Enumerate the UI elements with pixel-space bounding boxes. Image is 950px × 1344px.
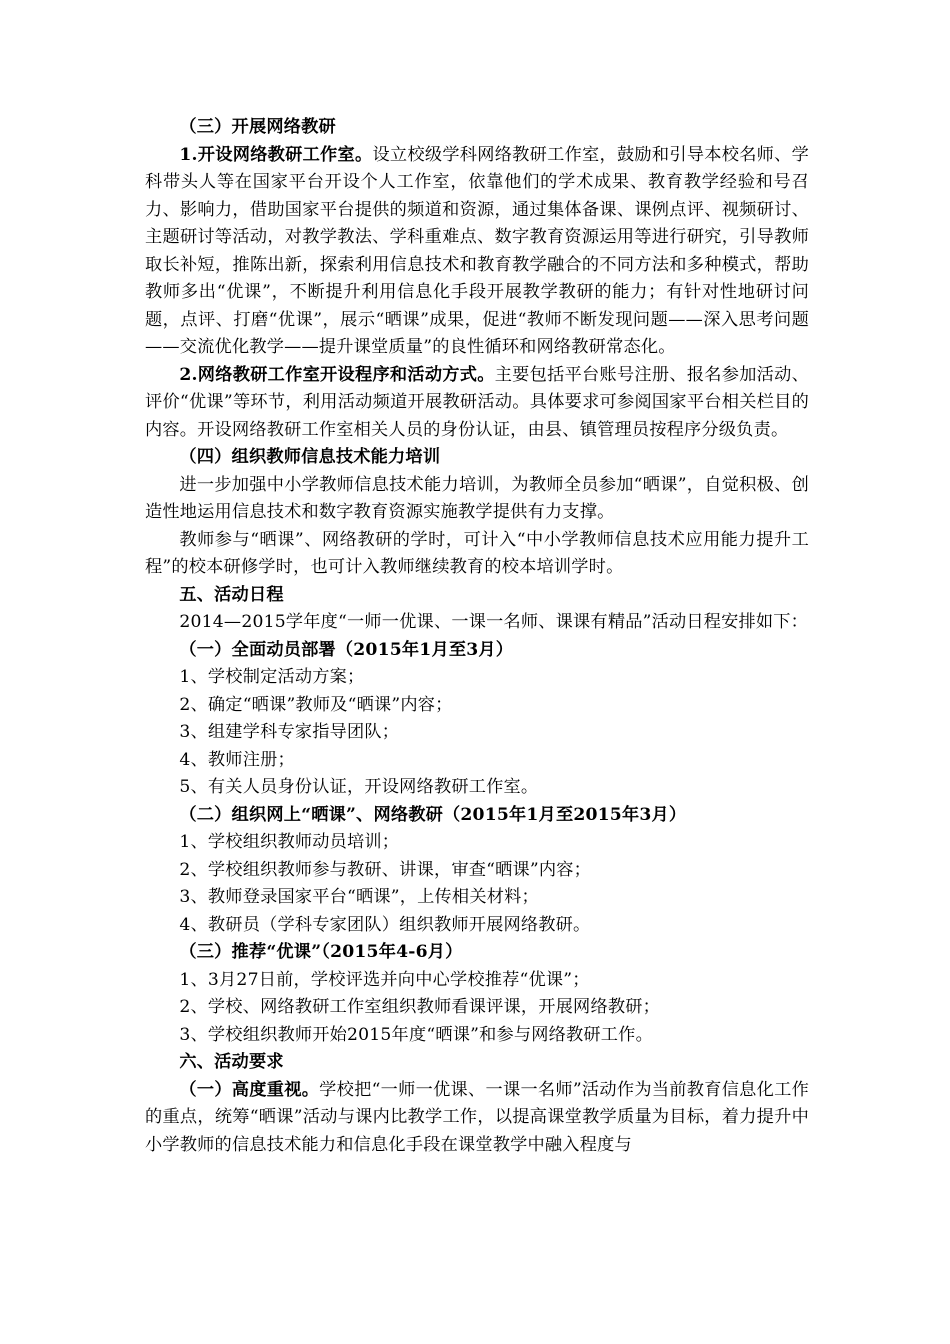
paragraph-text: 5、有关人员身份认证，开设网络教研工作室。: [179, 777, 539, 797]
paragraph-text: 2、学校组织教师参与教研、讲课，审查“晒课”内容；: [179, 859, 592, 880]
section-heading: （一）全面动员部署（2015年1月至3月）: [179, 639, 514, 660]
section-heading: （四）组织教师信息技术能力培训: [179, 447, 441, 467]
paragraph-text: 1、3月27日前，学校评选并向中心学校推荐“优课”；: [179, 969, 590, 990]
paragraph-text: 4、教师注册；: [179, 749, 295, 770]
section-heading: （三）开展网络教研: [179, 117, 336, 137]
paragraph-lead: 2.网络教研工作室开设程序和活动方式。: [179, 364, 495, 385]
section-heading: 六、活动要求: [179, 1052, 284, 1072]
paragraph: [145, 527, 809, 582]
paragraph: [145, 664, 809, 692]
paragraph: [145, 884, 809, 912]
paragraph-text: 教师参与“晒课”、网络教研的学时，可计入“中小学教师信息技术应用能力提升工程”的校本研修学时，也可计入教师继续教育的校本培训学时。: [145, 529, 809, 577]
paragraph: [145, 719, 809, 747]
section-heading: （二）组织网上“晒课”、网络教研（2015年1月至2015年3月）: [179, 804, 687, 825]
paragraph-text: 学校把“一师一优课、一课一名师”活动作为当前教育信息化工作的重点，统筹“晒课”活动与课内比教学工作，以提高课堂教学质量为目标，着力提升中小学教师的信息技术能力和信息化手段在课堂教学中融入程度与: [145, 1079, 809, 1155]
paragraph: [145, 362, 809, 445]
paragraph: [145, 774, 809, 802]
paragraph-text: 1、学校制定活动方案；: [179, 667, 365, 687]
paragraph: [145, 142, 809, 362]
paragraph: [145, 857, 809, 885]
section-heading: 五、活动日程: [179, 584, 284, 605]
paragraph-text: 2014—2015学年度“一师一优课、一课一名师、课课有精品”活动日程安排如下：: [179, 612, 809, 632]
paragraph: [145, 472, 809, 527]
paragraph-text: 3、教师登录国家平台“晒课”，上传相关材料；: [179, 887, 539, 907]
paragraph: [145, 912, 809, 940]
paragraph: [145, 692, 809, 720]
section-heading: （三）推荐“优课”（2015年4-6月）: [179, 942, 463, 962]
paragraph-text: 1、学校组织教师动员培训；: [179, 832, 400, 852]
paragraph-lead: 1.开设网络教研工作室。: [179, 144, 373, 165]
paragraph-lead: （一）高度重视。: [179, 1079, 320, 1100]
paragraph-text: 3、学校组织教师开始2015年度“晒课”和参与网络教研工作。: [179, 1024, 653, 1045]
paragraph: [145, 1077, 809, 1160]
paragraph: [145, 609, 809, 637]
paragraph-text: 主要包括平台账号注册、报名参加活动、评价“优课”等环节，利用活动频道开展教研活动。具体要求可参阅国家平台相关栏目的内容。开设网络教研工作室相关人员的身份认证，由县、镇管理员按程序分级负责。: [145, 364, 810, 440]
document-body: [145, 114, 809, 1159]
paragraph-text: 进一步加强中小学教师信息技术能力培训，为教师全员参加“晒课”，自觉积极、创造性地运用信息技术和数字教育资源实施教学提供有力支撑。: [145, 474, 809, 522]
paragraph-text: 3、组建学科专家指导团队；: [179, 722, 400, 742]
paragraph: [145, 747, 809, 775]
paragraph-text: 2、学校、网络教研工作室组织教师看课评课，开展网络教研；: [179, 997, 660, 1017]
paragraph: [145, 829, 809, 857]
paragraph: [145, 967, 809, 995]
paragraph: [145, 994, 809, 1022]
paragraph: [145, 1022, 809, 1050]
paragraph-text: 4、教研员（学科专家团队）组织教师开展网络教研。: [179, 914, 591, 935]
paragraph-text: 2、确定“晒课”教师及“晒课”内容；: [179, 694, 453, 715]
paragraph-text: 设立校级学科网络教研工作室，鼓励和引导本校名师、学科带头人等在国家平台开设个人工作室，依靠他们的学术成果、教育教学经验和号召力、影响力，借助国家平台提供的频道和资源，通过集体备课、课例点评、视频研讨、主题研讨等活动，对教学教法、学科重难点、数字教育资源运用等进行研究，引导教师取长补短，推陈出新，探索利用信息技术和教育教学融合的不同方法和多种模式，帮助教师多出“优课”，不断提升利用信息化手段开展教学教研的能力；有针对性地研讨问题，点评、打磨“优课”，展示“晒课”成果，促进“教师不断发现问题——深入思考问题——交流优化教学——提升课堂质量”的良性循环和网络教研常态化。: [145, 144, 810, 357]
